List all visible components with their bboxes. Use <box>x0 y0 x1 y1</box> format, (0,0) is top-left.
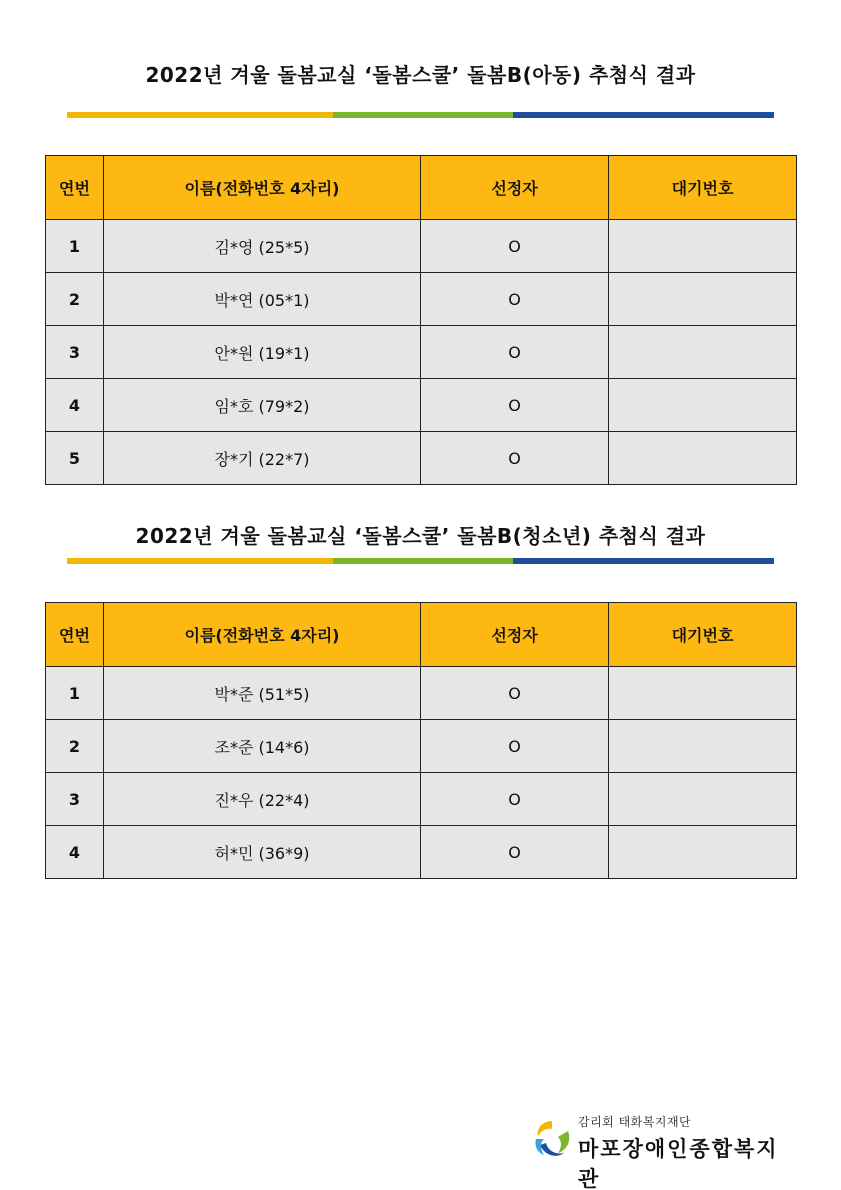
row-selected: O <box>421 667 609 720</box>
row-waitlist <box>609 379 797 432</box>
row-number: 4 <box>46 379 104 432</box>
header-selected: 선정자 <box>421 156 609 220</box>
header-number: 연번 <box>46 603 104 667</box>
row-waitlist <box>609 273 797 326</box>
row-selected: O <box>421 720 609 773</box>
section1-results-table <box>45 155 797 485</box>
row-selected: O <box>421 273 609 326</box>
table-row <box>46 720 797 773</box>
row-number: 5 <box>46 432 104 485</box>
row-waitlist <box>609 720 797 773</box>
section1-title: 2022년 겨울 돌봄교실 ‘돌봄스쿨’ 돌봄B(아동) 추첨식 결과 <box>145 63 696 87</box>
table-row <box>46 773 797 826</box>
logo-name: 마포장애인종합복지관 <box>578 1136 779 1190</box>
table-row <box>46 432 797 485</box>
row-name: 김*영 (25*5) <box>104 220 421 273</box>
row-selected: O <box>421 826 609 879</box>
table-header-row <box>46 156 797 220</box>
row-name: 장*기 (22*7) <box>104 432 421 485</box>
table-header-row <box>46 603 797 667</box>
row-selected: O <box>421 220 609 273</box>
row-name: 박*연 (05*1) <box>104 273 421 326</box>
table-row <box>46 273 797 326</box>
row-selected: O <box>421 432 609 485</box>
row-name: 박*준 (51*5) <box>104 667 421 720</box>
row-number: 1 <box>46 667 104 720</box>
row-number: 3 <box>46 326 104 379</box>
row-waitlist <box>609 826 797 879</box>
row-number: 2 <box>46 273 104 326</box>
header-selected: 선정자 <box>421 603 609 667</box>
row-waitlist <box>609 326 797 379</box>
row-number: 2 <box>46 720 104 773</box>
row-waitlist <box>609 432 797 485</box>
row-selected: O <box>421 379 609 432</box>
row-waitlist <box>609 773 797 826</box>
section1-divider <box>67 112 774 118</box>
table-row <box>46 326 797 379</box>
header-waitlist: 대기번호 <box>609 603 797 667</box>
row-name: 진*우 (22*4) <box>104 773 421 826</box>
logo-emblem-icon <box>530 1117 574 1161</box>
row-name: 안*원 (19*1) <box>104 326 421 379</box>
header-waitlist: 대기번호 <box>609 156 797 220</box>
row-selected: O <box>421 326 609 379</box>
section2-divider <box>67 558 774 564</box>
table-row <box>46 220 797 273</box>
row-name: 허*민 (36*9) <box>104 826 421 879</box>
row-waitlist <box>609 667 797 720</box>
organization-logo <box>530 1113 800 1190</box>
table-row <box>46 379 797 432</box>
row-name: 조*준 (14*6) <box>104 720 421 773</box>
row-name: 임*호 (79*2) <box>104 379 421 432</box>
header-name: 이름(전화번호 4자리) <box>104 156 421 220</box>
section2-title: 2022년 겨울 돌봄교실 ‘돌봄스쿨’ 돌봄B(청소년) 추첨식 결과 <box>135 524 706 548</box>
row-number: 4 <box>46 826 104 879</box>
row-number: 3 <box>46 773 104 826</box>
logo-subtitle: 감리회 태화복지재단 <box>578 1115 692 1129</box>
row-waitlist <box>609 220 797 273</box>
table-row <box>46 667 797 720</box>
header-name: 이름(전화번호 4자리) <box>104 603 421 667</box>
row-number: 1 <box>46 220 104 273</box>
header-number: 연번 <box>46 156 104 220</box>
section2-results-table <box>45 602 797 879</box>
row-selected: O <box>421 773 609 826</box>
table-row <box>46 826 797 879</box>
